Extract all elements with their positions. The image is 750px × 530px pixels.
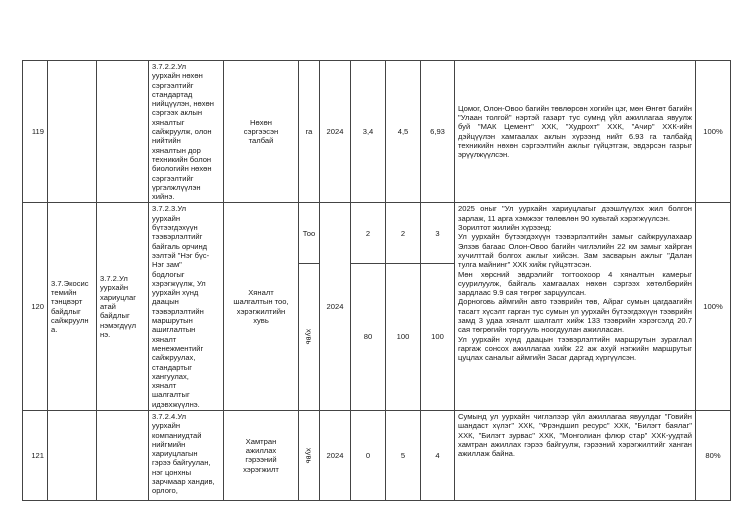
progress-text: Цомог, Олон-Овоо багийн төвлөрсөн хогийн цэг, мөн Өнгөт багийн "Улаан толгой" нэртэй газарт тус сумнд үйл ажиллагаа явуулж буй "МАК Цемент" ХХК, "Худрохт" ХХК, "Ачир" ХХК-ийн дэйцүүлэн хамгаалах аклын хүрээнд нийт 6.93 га талбайд техникийн нөхөн сэргээлтийн ажлыг гүйцэтгэж, эвдэрсэн газрыг эрүүлжүүлсэн. — [455, 61, 696, 203]
percent-text: 80% — [696, 410, 731, 500]
value-actual: 3 — [421, 203, 455, 263]
row-number: 120 — [23, 203, 48, 411]
unit-text: хувь — [304, 447, 314, 464]
row-number: 119 — [23, 61, 48, 203]
unit-text: га — [299, 61, 320, 203]
value-baseline: 80 — [351, 263, 386, 410]
value-baseline: 2 — [351, 203, 386, 263]
goal-text: 3.7.Экосис темийн тэнцвэрт байдлыг сайжруулн а. — [48, 203, 97, 411]
percent-text: 100% — [696, 61, 731, 203]
table-row — [23, 61, 731, 203]
value-target: 2 — [386, 203, 421, 263]
value-target: 4,5 — [386, 61, 421, 203]
indicator-text: Хяналт шалгалтын тоо, хэрэгжилтийн хувь — [224, 203, 299, 411]
objective-cell-empty — [97, 410, 149, 500]
activity-text: 3.7.2.3.Ул уурхайн бүтээгдэхүүн тээвэрлэлтийг байгаль орчинд ээлтэй "Нэг бүс- Нэг зам" бодлогыг хэрэгжүүлж, Ул уурхайн хүнд даацын тээвэрлэлтийн маршрутын ашиглалтын хяналт менежментийг сайжруулах, стандартыг хангуулах, хяналт шалгалтыг идэвхжүүлнэ. — [149, 203, 224, 411]
table-row — [23, 203, 731, 263]
row-number: 121 — [23, 410, 48, 500]
percent-text: 100% — [696, 203, 731, 411]
objective-cell-empty — [97, 61, 149, 203]
activity-text: 3.7.2.2.Ул уурхайн нөхөн сэргээлтийг стандартад нийцүүлэн, нөхөн сэргээх аклын хяналтыг сайжруулж, олон нийтийн хяналтын дор техникийн болон биологийн нөхөн сэргээлтийг үргэлжлүүлэн хийнэ. — [149, 61, 224, 203]
value-target: 100 — [386, 263, 421, 410]
value-baseline: 0 — [351, 410, 386, 500]
indicator-text: Хамтран ажиллах гэрээний хэрэгжилт — [224, 410, 299, 500]
table-row — [23, 410, 731, 500]
unit-text: Тоо — [299, 203, 320, 263]
progress-text: Сумынд ул уурхайн чиглэлээр үйл ажиллагаа явуулдаг "Говийн шандаст хүлэг" ХХК, "Фрэндшип ресурс" ХХК, "Билэгт баялаг" ХХК, "Билэгт зурвас" ХХК, "Монголиан флюр стар" ХХК-уудтай хамтран ажиллах гэрээ байгуулж, гэрээний хэрэгжилтийг ханган ажиллаж байна. — [455, 410, 696, 500]
progress-text: 2025 оныг "Ул уурхайн хариуцлагыг дээшлүүлэх жил болгон зарлаж, 11 арга хэмжээг төлөвлөн 90 хувьтай хэрэгжүүлсэн. Зорилтот жилийн хүрээнд: Ул уурхайн бүтээгдэхүүн тээвэрлэлтийн замыг сайжруулахаар Элзэв багаас Олон-Овоо багийн чиглэлийн 22 км замыг хайрган хучилттай болгох ажлыг хийсэн. Зам засварын ажлыг "Далан тулга майнинг" ХХК хийж гүйцэтгэсэн. Мөн хөрсний эвдрэлийг тогтоохоор 4 хяналтын камерыг суурилуулж, байгаль хамгаалах нөхөн сэргээх хөтөлбөрийн зардлаас 9.9 сая төгрөг зарцуулсан. Дорноговь аймгийн авто тээврийн төв, Айраг сумын цагдаагийн тасагт хүсэлт гарган тус сумын ул уурхайн бүтээгдэхүүн тээврийн замд 3 удаа хяналт шалгалт хийж 133 тээврийн хэрэгсэлд 20.7 сая төгрөгийн торгууль ноогдуулан ажилласан. Ул уурхайн хүнд даацын тээвэрлэлтийн маршрутын зураглал гаргаж сонсох ажиллагаа хийж 22 аж ахуй нэгжийн маршрутыг цуцлах саналыг аймгийн Засаг даргад хүргүүлсэн. — [455, 203, 696, 411]
activity-text: 3.7.2.4.Ул уурхайн компаниудтай нийгмийн хариуцлагын гэрээ байгуулан, нэг цонхны зарчмаар хандив, орлого, — [149, 410, 224, 500]
indicator-text: Нөхөн сэргээсэн талбай — [224, 61, 299, 203]
year-text: 2024 — [320, 61, 351, 203]
report-table — [22, 60, 731, 501]
unit-text: хувь — [304, 329, 314, 345]
objective-text: 3.7.2.Ул уурхайн хариуцлаг атай байдлыг нэмэгдүүл нэ. — [97, 203, 149, 411]
goal-cell-empty — [48, 61, 97, 203]
value-target: 5 — [386, 410, 421, 500]
year-text: 2024 — [320, 203, 351, 411]
value-actual: 100 — [421, 263, 455, 410]
year-text: 2024 — [320, 410, 351, 500]
value-actual: 4 — [421, 410, 455, 500]
goal-cell-empty — [48, 410, 97, 500]
unit-text-vertical — [299, 263, 320, 410]
value-baseline: 3,4 — [351, 61, 386, 203]
value-actual: 6,93 — [421, 61, 455, 203]
unit-text-vertical — [299, 410, 320, 500]
